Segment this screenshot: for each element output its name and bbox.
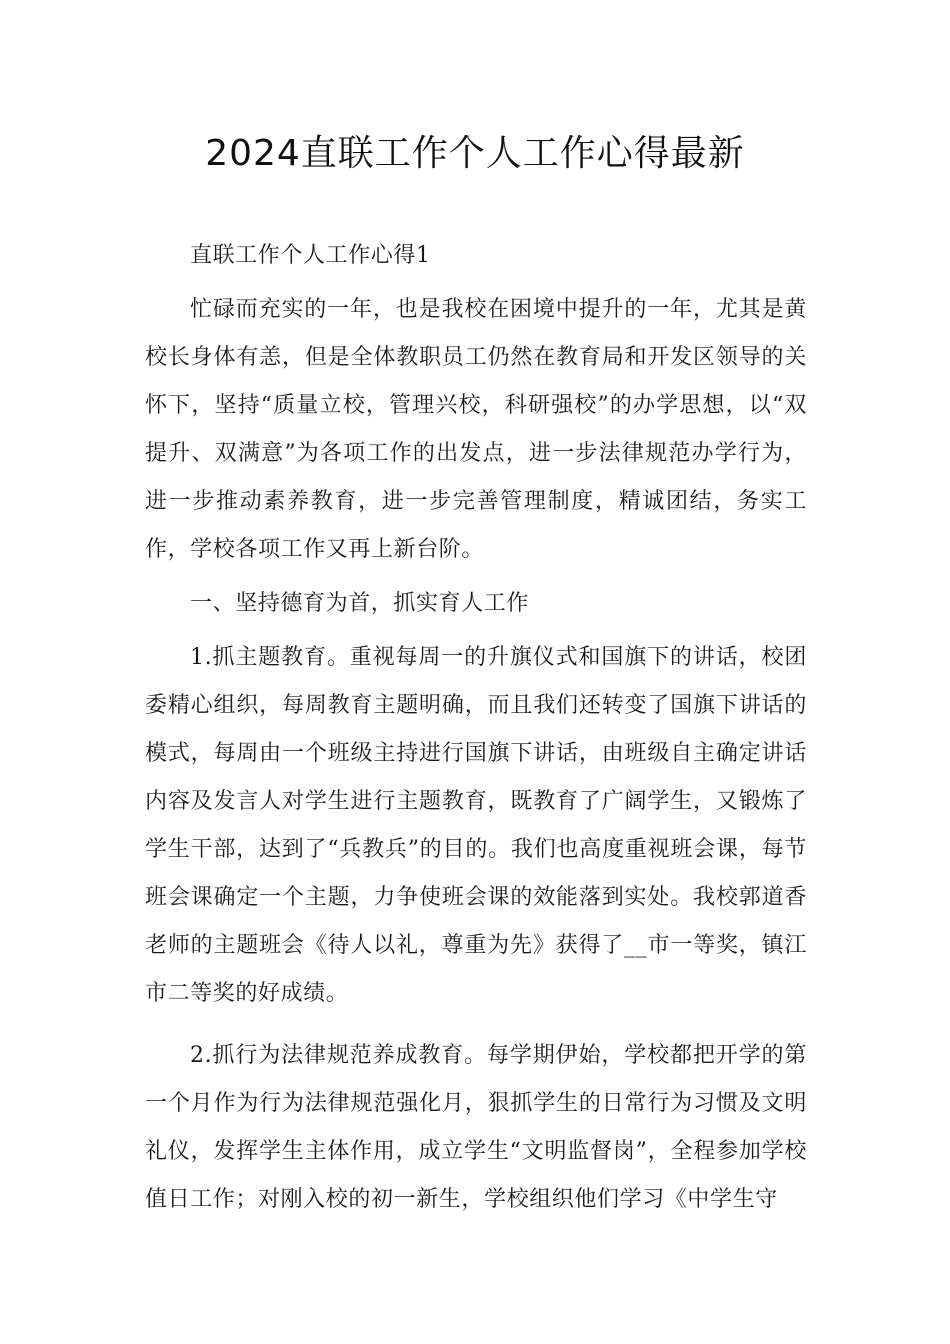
body-paragraph: 2.抓行为法律规范养成教育。每学期伊始，学校都把开学的第一个月作为行为法律规范强化月，狠抓学生的日常行为习惯及文明礼仪，发挥学生主体作用，成立学生“文明监督岗”，全程参加学校值日工作；对刚入校的初一新生，学校组织他们学习《中学生守: [145, 1043, 807, 1212]
section-heading: 直联工作个人工作心得1: [190, 243, 431, 268]
section-heading: 一、坚持德育为首，抓实育人工作: [190, 591, 530, 616]
document-title: 2024直联工作个人工作心得最新: [205, 133, 745, 174]
body-paragraph: 忙碌而充实的一年，也是我校在困境中提升的一年，尤其是黄校长身体有恙，但是全体教职员工仍然在教育局和开发区领导的关怀下，坚持“质量立校，管理兴校，科研强校”的办学思想，以“双提升、双满意”为各项工作的出发点，进一步法律规范办学行为，进一步推动素养教育，进一步完善管理制度，精诚团结，务实工作，学校各项工作又再上新台阶。: [145, 297, 807, 562]
body-paragraph: 1.抓主题教育。重视每周一的升旗仪式和国旗下的讲话，校团委精心组织，每周教育主题明确，而且我们还转变了国旗下讲话的模式，每周由一个班级主持进行国旗下讲话，由班级自主确定讲话内容及发言人对学生进行主题教育，既教育了广阔学生，又锻炼了学生干部，达到了“兵教兵”的目的。我们也高度重视班会课，每节班会课确定一个主题，力争使班会课的效能落到实处。我校郭道香老师的主题班会《待人以礼，尊重为先》获得了__市一等奖，镇江市二等奖的好成绩。: [145, 645, 807, 1006]
document-body: [145, 232, 807, 1230]
